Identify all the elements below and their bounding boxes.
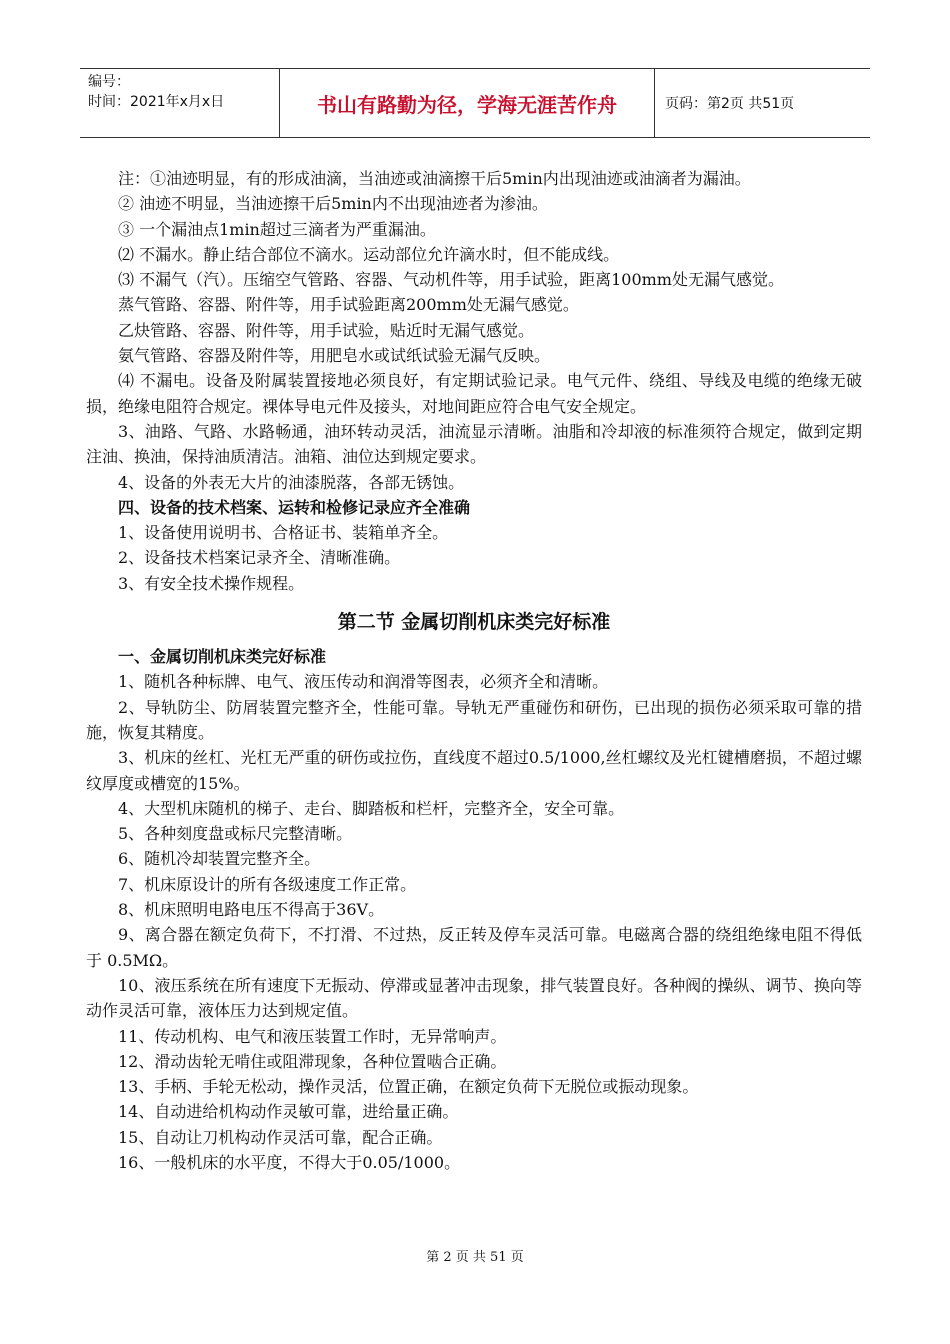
- paragraph: ⑵ 不漏水。静止结合部位不滴水。运动部位允许滴水时，但不能成线。: [118, 244, 620, 264]
- paragraph: 2、导轨防尘、防屑装置完整齐全，性能可靠。导轨无严重碰伤和研伤，已出现的损伤必须采取可靠的措施，恢复其精度。: [86, 697, 862, 742]
- header-page-number: 页码：第2页 共51页: [665, 96, 795, 112]
- heading-four: 四、设备的技术档案、运转和检修记录应齐全准确: [118, 497, 471, 517]
- notes-block: [86, 166, 862, 495]
- heading-one: 一、金属切削机床类完好标准: [118, 647, 327, 667]
- paragraph: 16、一般机床的水平度，不得大于0.05/1000。: [118, 1152, 461, 1172]
- paragraph: ⑶ 不漏气（汽）。压缩空气管路、容器、气动机件等，用手试验，距离100mm处无漏气感觉。: [118, 270, 784, 290]
- paragraph: 3、有安全技术操作规程。: [118, 573, 305, 593]
- paragraph: 2、设备技术档案记录齐全、清晰准确。: [118, 548, 401, 568]
- paragraph: 1、随机各种标牌、电气、液压传动和润滑等图表，必须齐全和清晰。: [118, 672, 609, 692]
- paragraph: 10、液压系统在所有速度下无振动、停滞或显著冲击现象，排气装置良好。各种阀的操纵、调节、换向等动作灵活可靠，液体压力达到规定值。: [86, 975, 862, 1021]
- paragraph: 8、机床照明电路电压不得高于36V。: [118, 900, 385, 920]
- paragraph: 1、设备使用说明书、合格证书、装箱单齐全。: [118, 523, 449, 543]
- paragraph: 15、自动让刀机构动作灵活可靠，配合正确。: [118, 1127, 443, 1147]
- paragraph: 3、油路、气路、水路畅通，油环转动灵活，油流显示清晰。油脂和冷却液的标准须符合规定，做到定期注油、换油，保持油质清洁。油箱、油位达到规定要求。: [86, 421, 862, 467]
- page-header: [80, 68, 870, 138]
- header-meta: [80, 69, 280, 137]
- section-title: 第二节 金属切削机床类完好标准: [337, 611, 611, 634]
- page-footer: 第 2 页 共 51 页: [426, 1250, 524, 1265]
- paragraph: 乙炔管路、容器、附件等，用手试验，贴近时无漏气感觉。: [118, 320, 535, 340]
- paragraph: ③ 一个漏油点1min超过三滴者为严重漏油。: [118, 219, 436, 239]
- paragraph: 5、各种刻度盘或标尺完整清晰。: [118, 824, 353, 844]
- paragraph: 3、机床的丝杠、光杠无严重的研伤或拉伤，直线度不超过0.5/1000,丝杠螺纹及光杠键槽磨损，不超过螺纹厚度或槽宽的15%。: [86, 748, 862, 793]
- paragraph: 4、大型机床随机的梯子、走台、脚踏板和栏杆，完整齐全，安全可靠。: [118, 798, 625, 818]
- paragraph: 6、随机冷却装置完整齐全。: [118, 849, 321, 869]
- document-number: 编号：: [88, 74, 130, 90]
- paragraph: ② 油迹不明显，当油迹擦干后5min内不出现油迹者为渗油。: [118, 194, 548, 214]
- paragraph: 7、机床原设计的所有各级速度工作正常。: [118, 874, 417, 894]
- paragraph: 12、滑动齿轮无啃住或阻滞现象，各种位置啮合正确。: [118, 1051, 507, 1071]
- paragraph: 9、离合器在额定负荷下，不打滑、不过热，反正转及停车灵活可靠。电磁离合器的绕组绝缘电阻不得低于 0.5MΩ。: [86, 925, 862, 970]
- paragraph: 14、自动进给机构动作灵敏可靠，进给量正确。: [118, 1102, 459, 1122]
- paragraph: ⑷ 不漏电。设备及附属装置接地必须良好，有定期试验记录。电气元件、绕组、导线及电缆的绝缘无破损，绝缘电阻符合规定。裸体导电元件及接头，对地间距应符合电气安全规定。: [86, 371, 862, 416]
- document-date: 时间：2021年x月x日: [88, 94, 225, 110]
- paragraph: 4、设备的外表无大片的油漆脱落，各部无锈蚀。: [118, 472, 465, 492]
- paragraph: 13、手柄、手轮无松动，操作灵活，位置正确，在额定负荷下无脱位或振动现象。: [118, 1077, 699, 1097]
- paragraph: 11、传动机构、电气和液压装置工作时，无异常响声。: [118, 1026, 507, 1046]
- document-body: [86, 166, 862, 1175]
- header-motto: 书山有路勤为径，学海无涯苦作舟: [280, 69, 655, 137]
- paragraph: 氨气管路、容器及附件等，用肥皂水或试纸试验无漏气反映。: [118, 346, 551, 366]
- paragraph: 蒸气管路、容器、附件等，用手试验距离200mm处无漏气感觉。: [118, 295, 579, 315]
- paragraph: 注：①油迹明显，有的形成油滴，当油迹或油滴擦干后5min内出现油迹或油滴者为漏油。: [118, 169, 751, 188]
